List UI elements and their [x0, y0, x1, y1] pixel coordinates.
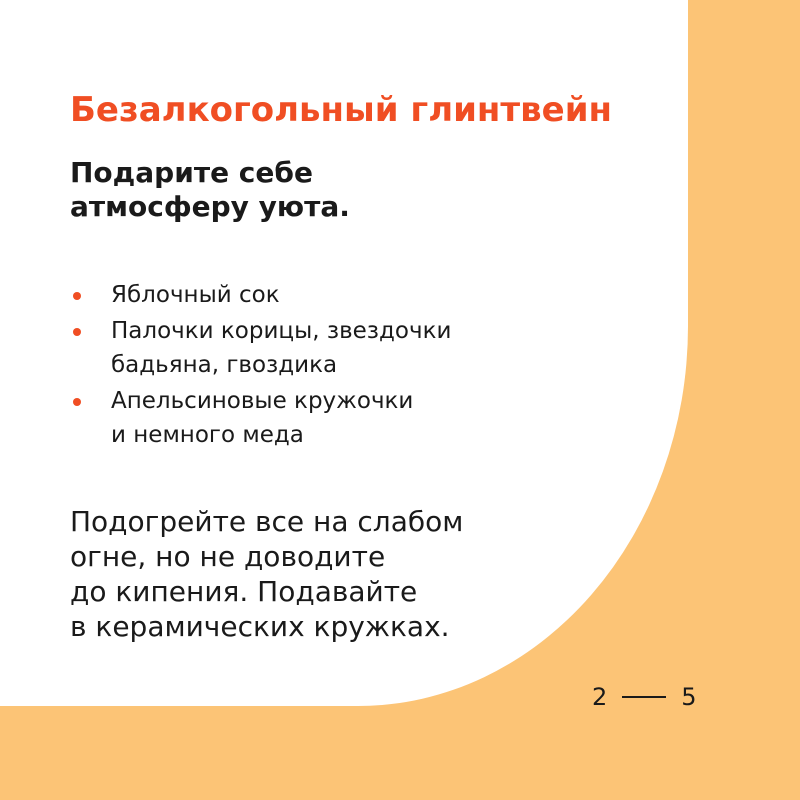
bullet-icon: [73, 292, 81, 300]
subtitle-line: атмосферу уюта.: [70, 190, 350, 223]
ingredient-text: бадьяна, гвоздика: [111, 352, 338, 378]
recipe-subtitle: [70, 156, 350, 224]
bullet-icon: [73, 328, 81, 336]
instructions-line: огне, но не доводите: [70, 540, 386, 573]
ingredient-text: и немного меда: [111, 422, 304, 448]
bullet-icon: [73, 398, 81, 406]
subtitle-line: Подарите себе: [70, 156, 313, 189]
instructions-text: [70, 504, 463, 644]
instructions-line: Подогрейте все на слабом: [70, 505, 464, 538]
ingredient-item: [70, 384, 451, 452]
instructions-line: в керамических кружках.: [70, 610, 450, 643]
current-page: 2: [592, 683, 608, 711]
instructions-line: до кипения. Подавайте: [70, 575, 418, 608]
ingredient-item: [70, 314, 451, 382]
page-indicator: [592, 683, 697, 711]
ingredient-text: Апельсиновые кружочки: [111, 388, 414, 414]
ingredient-item: [70, 278, 451, 312]
ingredients-list: [70, 278, 451, 454]
ingredient-text: Палочки корицы, звездочки: [111, 318, 452, 344]
total-pages: 5: [681, 683, 697, 711]
pager-divider: [622, 696, 666, 698]
recipe-title: Безалкогольный глинтвейн: [70, 90, 613, 130]
ingredient-text: Яблочный сок: [111, 282, 280, 308]
